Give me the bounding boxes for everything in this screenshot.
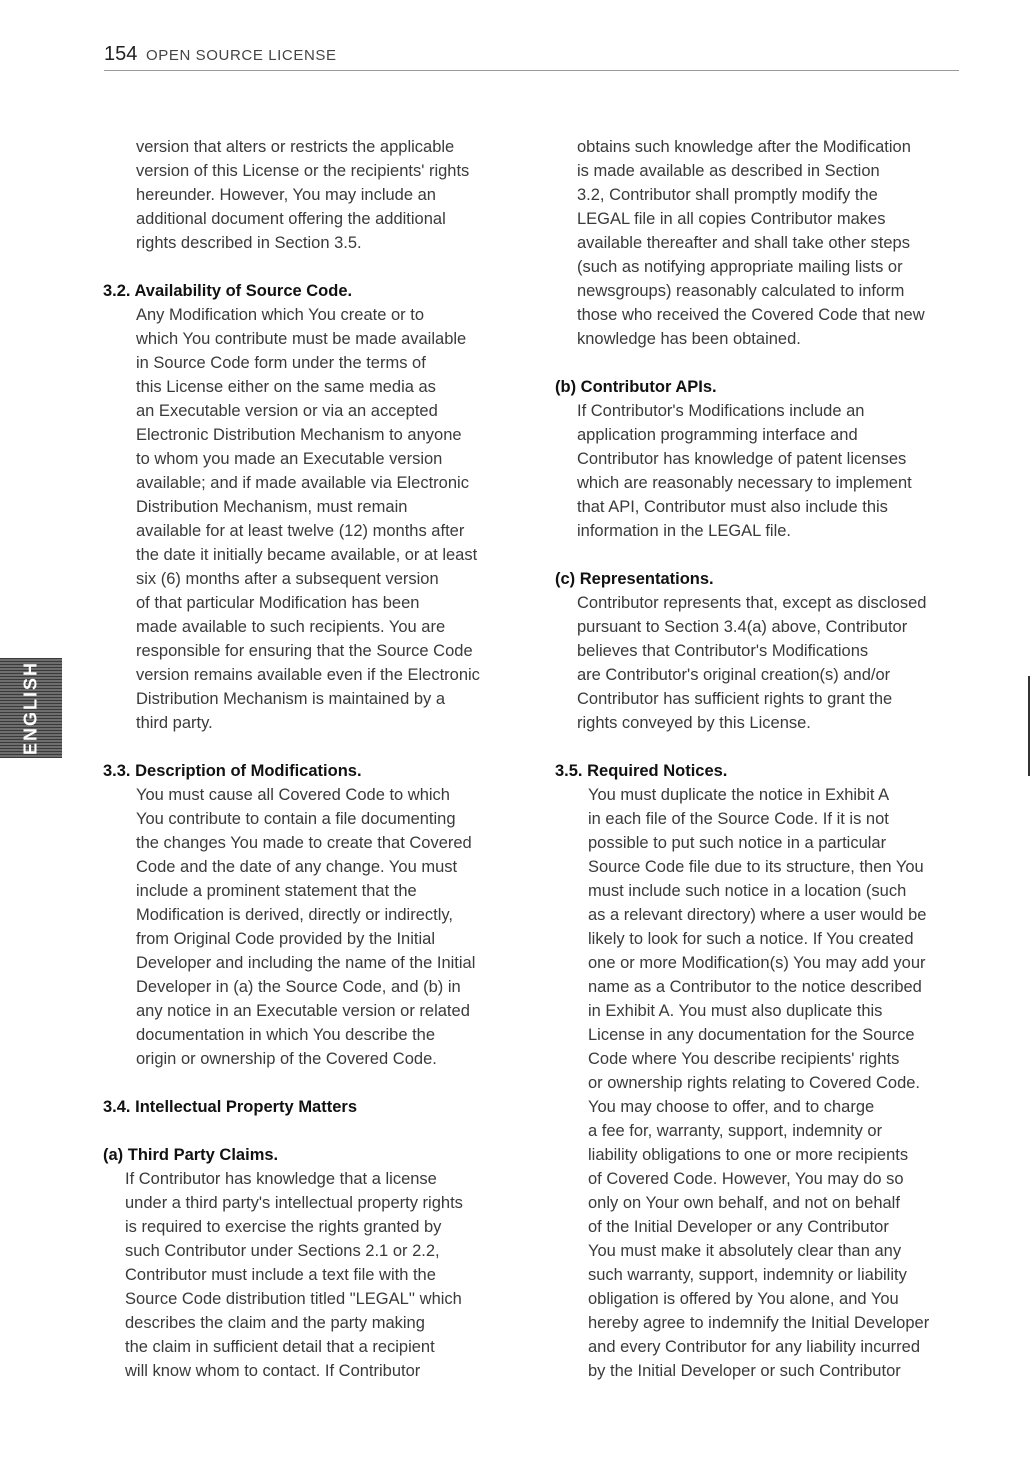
text-line: a fee for, warranty, support, indemnity or bbox=[588, 1122, 883, 1140]
text-line: as a relevant directory) where a user would be bbox=[588, 906, 927, 924]
text-line: You must duplicate the notice in Exhibit A bbox=[588, 786, 890, 804]
text-line: If Contributor has knowledge that a license bbox=[125, 1170, 437, 1188]
left-column bbox=[103, 135, 533, 1383]
text-line: Code and the date of any change. You must bbox=[136, 858, 458, 876]
section-3-4b-body bbox=[555, 399, 985, 543]
text-line: version remains available even if the Electronic bbox=[136, 666, 480, 684]
text-line: obligation is offered by You alone, and You bbox=[588, 1290, 899, 1308]
text-line: available for at least twelve (12) months after bbox=[136, 522, 465, 540]
intro-paragraph bbox=[103, 135, 533, 255]
text-line: the date it initially became available, or at least bbox=[136, 546, 478, 564]
text-line: Contributor has sufficient rights to grant the bbox=[577, 690, 893, 708]
text-line: Source Code file due to its structure, then You bbox=[588, 858, 924, 876]
text-line: only on Your own behalf, and not on behalf bbox=[588, 1194, 900, 1212]
text-line: to whom you made an Executable version bbox=[136, 450, 443, 468]
text-line: You contribute to contain a file documenting bbox=[136, 810, 456, 828]
text-line: from Original Code provided by the Initial bbox=[136, 930, 435, 948]
text-line: You must make it absolutely clear than any bbox=[588, 1242, 902, 1260]
section-3-3-body bbox=[103, 783, 533, 1071]
text-line: additional document offering the additional bbox=[136, 210, 446, 228]
section-3-4a-continued bbox=[555, 135, 985, 351]
text-line: liability obligations to one or more recipients bbox=[588, 1146, 909, 1164]
text-line: You must cause all Covered Code to which bbox=[136, 786, 450, 804]
language-tab-label: ENGLISH bbox=[20, 660, 41, 756]
text-line: documentation in which You describe the bbox=[136, 1026, 436, 1044]
text-line: You may choose to offer, and to charge bbox=[588, 1098, 875, 1116]
text-line: obtains such knowledge after the Modification bbox=[577, 138, 911, 156]
text-line: Contributor has knowledge of patent licenses bbox=[577, 450, 907, 468]
text-line: under a third party's intellectual property rights bbox=[125, 1194, 463, 1212]
text-line: of that particular Modification has been bbox=[136, 594, 420, 612]
text-line: Distribution Mechanism is maintained by a bbox=[136, 690, 446, 708]
text-line: the changes You made to create that Covered bbox=[136, 834, 472, 852]
text-line: Distribution Mechanism, must remain bbox=[136, 498, 408, 516]
text-line: in each file of the Source Code. If it is not bbox=[588, 810, 889, 828]
text-line: which You contribute must be made available bbox=[136, 330, 467, 348]
right-column bbox=[555, 135, 985, 1383]
text-line: those who received the Covered Code that new bbox=[577, 306, 925, 324]
section-3-4c-body bbox=[555, 591, 985, 735]
text-line: knowledge has been obtained. bbox=[577, 330, 801, 348]
text-line: name as a Contributor to the notice described bbox=[588, 978, 922, 996]
page-header bbox=[104, 40, 959, 71]
text-line: information in the LEGAL file. bbox=[577, 522, 792, 540]
text-line: responsible for ensuring that the Source Code bbox=[136, 642, 473, 660]
text-line: such Contributor under Sections 2.1 or 2.2, bbox=[125, 1242, 440, 1260]
text-line: possible to put such notice in a particular bbox=[588, 834, 887, 852]
text-line: describes the claim and the party making bbox=[125, 1314, 425, 1332]
text-line: of the Initial Developer or any Contributor bbox=[588, 1218, 889, 1236]
text-line: is required to exercise the rights granted by bbox=[125, 1218, 442, 1236]
text-line: and every Contributor for any liability incurred bbox=[588, 1338, 920, 1356]
section-3-2-heading: 3.2. Availability of Source Code. bbox=[103, 282, 353, 300]
text-line: hereby agree to indemnify the Initial Developer bbox=[588, 1314, 930, 1332]
text-line: Contributor represents that, except as disclosed bbox=[577, 594, 927, 612]
text-line: Source Code distribution titled "LEGAL'' which bbox=[125, 1290, 462, 1308]
text-line: available; and if made available via Electronic bbox=[136, 474, 469, 492]
text-line: are Contributor's original creation(s) and/or bbox=[577, 666, 891, 684]
section-3-4a-body bbox=[103, 1167, 533, 1383]
text-line: version that alters or restricts the applicable bbox=[136, 138, 455, 156]
text-line: an Executable version or via an accepted bbox=[136, 402, 438, 420]
text-line: of Covered Code. However, You may do so bbox=[588, 1170, 904, 1188]
text-line: six (6) months after a subsequent version bbox=[136, 570, 439, 588]
text-line: Modification is derived, directly or indirectly, bbox=[136, 906, 453, 924]
section-3-4b-heading: (b) Contributor APIs. bbox=[555, 378, 717, 396]
text-line: one or more Modification(s) You may add your bbox=[588, 954, 926, 972]
text-line: LEGAL file in all copies Contributor makes bbox=[577, 210, 886, 228]
text-line: If Contributor's Modifications include an bbox=[577, 402, 865, 420]
text-line: version of this License or the recipients' rights bbox=[136, 162, 470, 180]
text-line: available thereafter and shall take other steps bbox=[577, 234, 910, 252]
text-line: in Exhibit A. You must also duplicate this bbox=[588, 1002, 883, 1020]
section-title: OPEN SOURCE LICENSE bbox=[146, 47, 337, 64]
text-line: License in any documentation for the Source bbox=[588, 1026, 915, 1044]
text-line: by the Initial Developer or such Contributor bbox=[588, 1362, 901, 1380]
text-line: is made available as described in Section bbox=[577, 162, 880, 180]
section-3-2-body bbox=[103, 303, 533, 735]
section-3-4a-heading: (a) Third Party Claims. bbox=[103, 1146, 279, 1164]
text-line: in Source Code form under the terms of bbox=[136, 354, 426, 372]
section-3-4c-heading: (c) Representations. bbox=[555, 570, 714, 588]
edge-marker bbox=[1028, 676, 1030, 776]
text-line: hereunder. However, You may include an bbox=[136, 186, 436, 204]
section-3-5-body bbox=[555, 783, 985, 1383]
text-line: Code where You describe recipients' rights bbox=[588, 1050, 900, 1068]
text-line: or ownership rights relating to Covered Code. bbox=[588, 1074, 921, 1092]
language-tab bbox=[0, 658, 62, 758]
text-line: the claim in sufficient detail that a recipient bbox=[125, 1338, 435, 1356]
text-line: Contributor must include a text file with the bbox=[125, 1266, 436, 1284]
text-line: any notice in an Executable version or related bbox=[136, 1002, 470, 1020]
text-line: third party. bbox=[136, 714, 213, 732]
text-line: that API, Contributor must also include this bbox=[577, 498, 888, 516]
text-line: 3.2, Contributor shall promptly modify the bbox=[577, 186, 878, 204]
text-line: such warranty, support, indemnity or liability bbox=[588, 1266, 907, 1284]
text-line: origin or ownership of the Covered Code. bbox=[136, 1050, 437, 1068]
text-line: rights described in Section 3.5. bbox=[136, 234, 362, 252]
section-3-3-heading: 3.3. Description of Modifications. bbox=[103, 762, 362, 780]
section-3-4-heading: 3.4. Intellectual Property Matters bbox=[103, 1098, 358, 1116]
text-line: pursuant to Section 3.4(a) above, Contributor bbox=[577, 618, 908, 636]
text-line: made available to such recipients. You are bbox=[136, 618, 446, 636]
text-line: include a prominent statement that the bbox=[136, 882, 417, 900]
text-line: which are reasonably necessary to implement bbox=[577, 474, 912, 492]
text-line: will know whom to contact. If Contributor bbox=[125, 1362, 421, 1380]
section-3-5-heading: 3.5. Required Notices. bbox=[555, 762, 728, 780]
page-number: 154 bbox=[104, 43, 138, 65]
text-line: Any Modification which You create or to bbox=[136, 306, 425, 324]
text-line: newsgroups) reasonably calculated to inform bbox=[577, 282, 905, 300]
text-line: application programming interface and bbox=[577, 426, 858, 444]
text-line: must include such notice in a location (such bbox=[588, 882, 907, 900]
text-line: this License either on the same media as bbox=[136, 378, 436, 396]
text-line: likely to look for such a notice. If You created bbox=[588, 930, 914, 948]
text-line: believes that Contributor's Modifications bbox=[577, 642, 869, 660]
text-line: Developer in (a) the Source Code, and (b) in bbox=[136, 978, 461, 996]
text-line: Developer and including the name of the Initial bbox=[136, 954, 476, 972]
text-line: (such as notifying appropriate mailing lists or bbox=[577, 258, 903, 276]
text-line: rights conveyed by this License. bbox=[577, 714, 811, 732]
text-line: Electronic Distribution Mechanism to anyone bbox=[136, 426, 462, 444]
